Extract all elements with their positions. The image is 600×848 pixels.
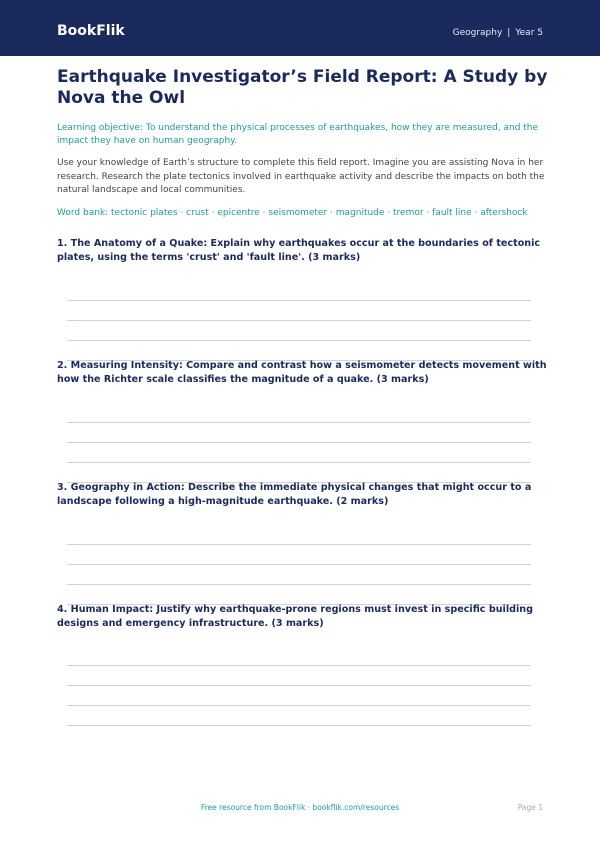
question-3: 3. Geography in Action: Describe the immediate physical changes that might occur to a landscape following a high-magnitude earthquake. (2 marks) [57, 482, 532, 507]
answer-line[interactable] [67, 300, 531, 301]
answer-line[interactable] [67, 725, 531, 726]
page-title: Earthquake Investigator’s Field Report: A Study by Nova the Owl [57, 67, 548, 108]
header-bar [0, 0, 600, 56]
year-label: Year 5 [515, 28, 543, 38]
page-number: Page 1 [517, 803, 543, 812]
answer-line[interactable] [67, 685, 531, 686]
question-4: 4. Human Impact: Justify why earthquake-prone regions must invest in specific building designs and emergency infrastructure. (3 marks) [57, 604, 533, 629]
footer-credit[interactable]: Free resource from BookFlik · bookflik.com/resources [200, 803, 400, 812]
answer-line[interactable] [67, 564, 531, 565]
answer-line[interactable] [67, 544, 531, 545]
learning-objective: Learning objective: To understand the physical processes of earthquakes, how they are measured, and the impact they have on human geography. [57, 123, 539, 146]
header-meta [453, 28, 543, 39]
question-1: 1. The Anatomy of a Quake: Explain why earthquakes occur at the boundaries of tectonic plates, using the terms 'crust' and 'fault line'. (3 marks) [57, 238, 541, 263]
subject-label: Geography [452, 28, 503, 38]
answer-line[interactable] [67, 462, 531, 463]
intro-paragraph: Use your knowledge of Earth’s structure to complete this field report. Imagine you are assisting Nova in her research. Research the plate tectonics involved in earthquake activity and describe the impacts on both the natural landscape and local communities. [57, 158, 545, 195]
answer-line[interactable] [67, 705, 531, 706]
word-bank: Word bank: tectonic plates · crust · epicentre · seismometer · magnitude · tremor · fault line · aftershock [57, 208, 528, 218]
answer-line[interactable] [67, 584, 531, 585]
answer-line[interactable] [67, 442, 531, 443]
question-2: 2. Measuring Intensity: Compare and contrast how a seismometer detects movement with how the Richter scale classifies the magnitude of a quake. (3 marks) [57, 360, 547, 385]
brand-logo[interactable]: BookFlik [57, 23, 125, 39]
answer-line[interactable] [67, 422, 531, 423]
answer-line[interactable] [67, 665, 531, 666]
header-separator: | [507, 28, 511, 38]
answer-line[interactable] [67, 340, 531, 341]
answer-line[interactable] [67, 320, 531, 321]
